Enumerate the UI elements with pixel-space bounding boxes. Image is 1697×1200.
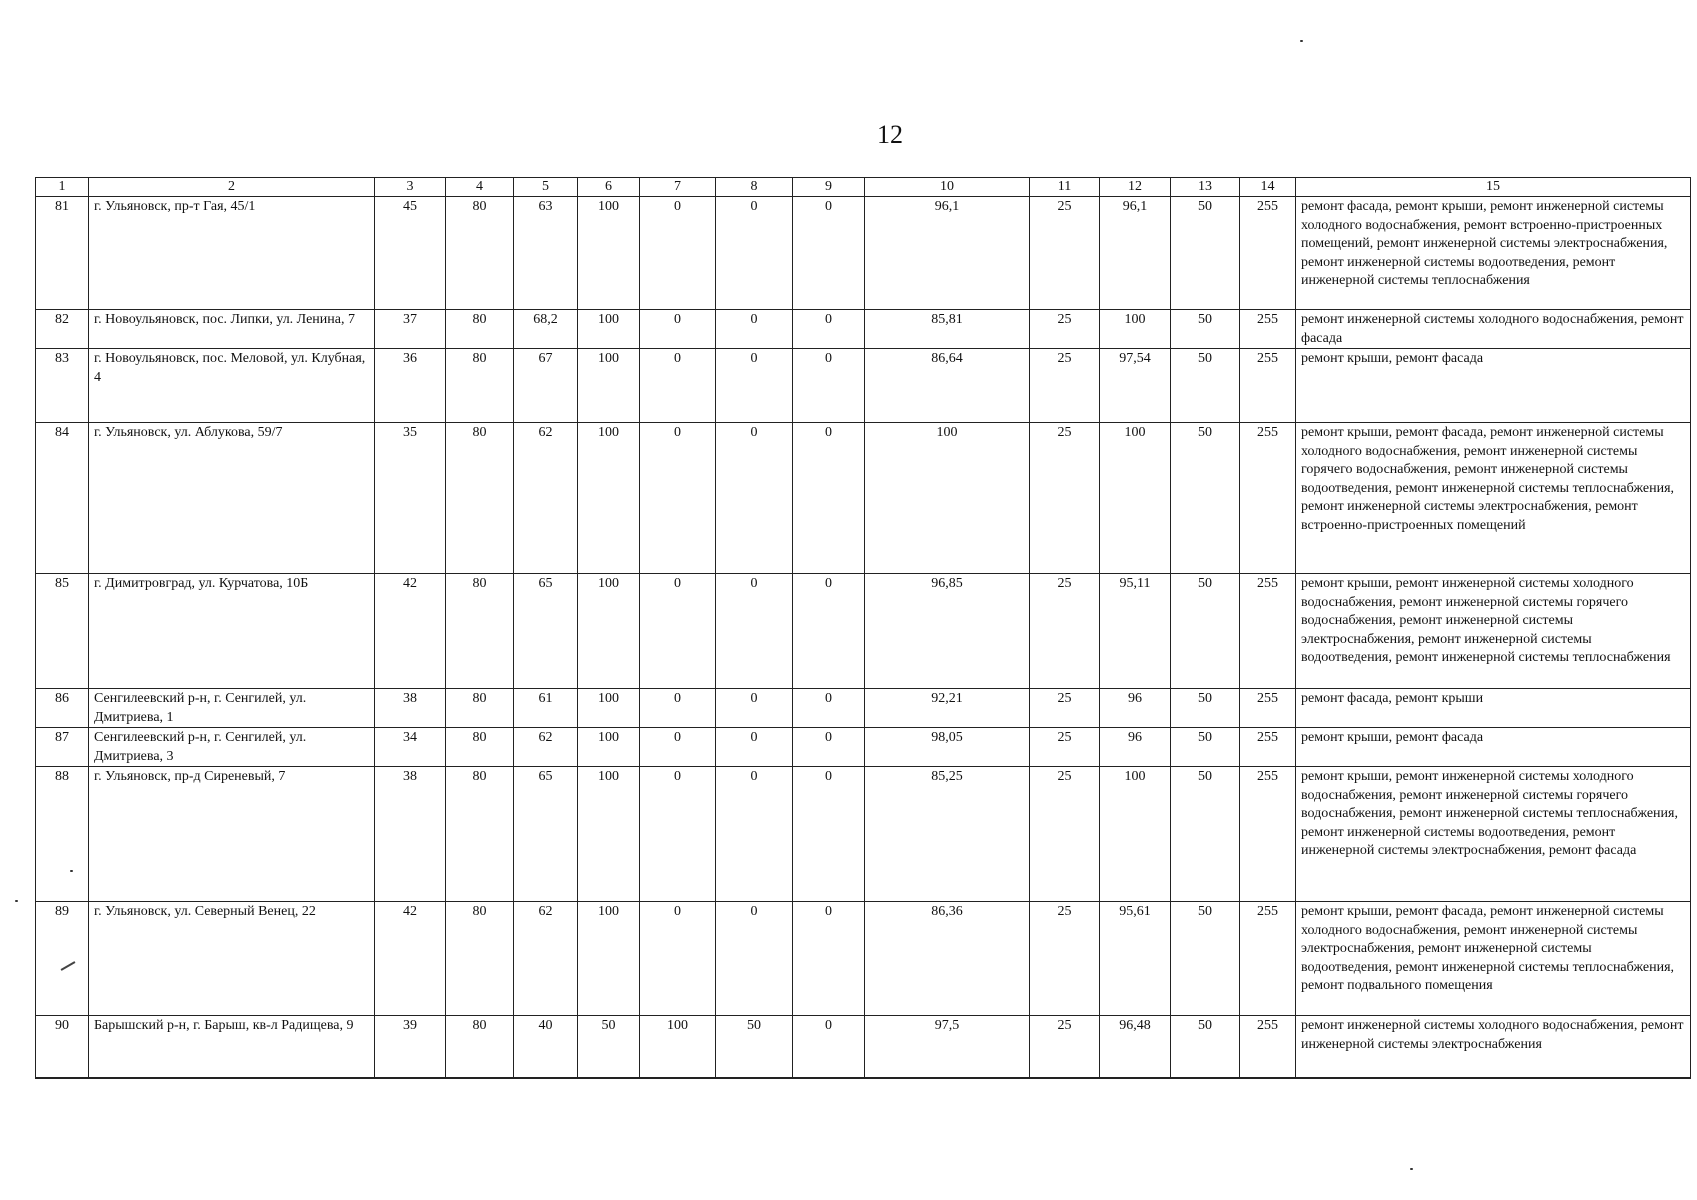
value-cell-c7: 0 — [640, 689, 716, 728]
value-cell-c5: 62 — [514, 423, 578, 574]
column-header: 3 — [375, 178, 446, 197]
value-cell-c11: 25 — [1030, 728, 1100, 767]
row-number-cell: 86 — [36, 689, 89, 728]
value-cell-c5: 63 — [514, 197, 578, 310]
value-cell-c10: 98,05 — [865, 728, 1030, 767]
value-cell-c11: 25 — [1030, 349, 1100, 423]
column-header: 1 — [36, 178, 89, 197]
value-cell-c9: 0 — [793, 310, 865, 349]
data-table — [35, 177, 1691, 1079]
value-cell-c13: 50 — [1171, 349, 1240, 423]
row-number-cell: 82 — [36, 310, 89, 349]
value-cell-c14: 255 — [1240, 197, 1296, 310]
value-cell-c14: 255 — [1240, 689, 1296, 728]
value-cell-c6: 100 — [578, 310, 640, 349]
value-cell-c13: 50 — [1171, 767, 1240, 902]
value-cell-c4: 80 — [446, 767, 514, 902]
value-cell-c11: 25 — [1030, 574, 1100, 689]
column-header: 7 — [640, 178, 716, 197]
value-cell-c3: 39 — [375, 1016, 446, 1078]
column-header: 5 — [514, 178, 578, 197]
value-cell-c6: 100 — [578, 689, 640, 728]
value-cell-c10: 92,21 — [865, 689, 1030, 728]
column-header: 10 — [865, 178, 1030, 197]
column-header: 11 — [1030, 178, 1100, 197]
row-number-cell: 85 — [36, 574, 89, 689]
address-cell: г. Новоульяновск, пос. Липки, ул. Ленина, 7 — [89, 310, 375, 349]
value-cell-c10: 86,36 — [865, 902, 1030, 1016]
column-header: 8 — [716, 178, 793, 197]
value-cell-c7: 0 — [640, 574, 716, 689]
value-cell-c11: 25 — [1030, 767, 1100, 902]
works-cell: ремонт фасада, ремонт крыши, ремонт инженерной системы холодного водоснабжения, ремонт встроенно-пристроенных помещений, ремонт инженерной системы электроснабжения, ремонт инженерной системы водоотведения, ремонт инженерной системы теплоснабжения — [1296, 197, 1691, 310]
row-number-cell: 84 — [36, 423, 89, 574]
value-cell-c7: 0 — [640, 728, 716, 767]
column-header: 12 — [1100, 178, 1171, 197]
value-cell-c11: 25 — [1030, 1016, 1100, 1078]
scan-speck — [70, 870, 73, 872]
value-cell-c10: 97,5 — [865, 1016, 1030, 1078]
value-cell-c11: 25 — [1030, 197, 1100, 310]
address-cell: г. Новоульяновск, пос. Меловой, ул. Клубная, 4 — [89, 349, 375, 423]
column-header: 13 — [1171, 178, 1240, 197]
value-cell-c5: 65 — [514, 767, 578, 902]
value-cell-c14: 255 — [1240, 767, 1296, 902]
value-cell-c12: 96,48 — [1100, 1016, 1171, 1078]
value-cell-c6: 100 — [578, 423, 640, 574]
address-cell: г. Димитровград, ул. Курчатова, 10Б — [89, 574, 375, 689]
value-cell-c3: 35 — [375, 423, 446, 574]
value-cell-c13: 50 — [1171, 902, 1240, 1016]
works-cell: ремонт крыши, ремонт фасада — [1296, 349, 1691, 423]
value-cell-c13: 50 — [1171, 1016, 1240, 1078]
value-cell-c12: 95,11 — [1100, 574, 1171, 689]
value-cell-c8: 0 — [716, 902, 793, 1016]
works-cell: ремонт крыши, ремонт инженерной системы холодного водоснабжения, ремонт инженерной системы горячего водоснабжения, ремонт инженерной системы электроснабжения, ремонт инженерной системы водоотведения, ремонт инженерной системы теплоснабжения — [1296, 574, 1691, 689]
works-cell: ремонт фасада, ремонт крыши — [1296, 689, 1691, 728]
column-header: 2 — [89, 178, 375, 197]
table-row — [36, 349, 1691, 423]
value-cell-c4: 80 — [446, 1016, 514, 1078]
column-header: 4 — [446, 178, 514, 197]
value-cell-c4: 80 — [446, 728, 514, 767]
value-cell-c5: 61 — [514, 689, 578, 728]
value-cell-c8: 0 — [716, 574, 793, 689]
table-row — [36, 689, 1691, 728]
value-cell-c5: 40 — [514, 1016, 578, 1078]
address-cell: Сенгилеевский р-н, г. Сенгилей, ул. Дмитриева, 3 — [89, 728, 375, 767]
value-cell-c11: 25 — [1030, 689, 1100, 728]
value-cell-c12: 95,61 — [1100, 902, 1171, 1016]
value-cell-c9: 0 — [793, 574, 865, 689]
table-row — [36, 902, 1691, 1016]
works-cell: ремонт крыши, ремонт фасада, ремонт инженерной системы холодного водоснабжения, ремонт инженерной системы горячего водоснабжения, ремонт инженерной системы водоотведения, ремонт инженерной системы теплоснабжения, ремонт инженерной системы электроснабжения, ремонт встроенно-пристроенных помещений — [1296, 423, 1691, 574]
value-cell-c3: 34 — [375, 728, 446, 767]
value-cell-c5: 67 — [514, 349, 578, 423]
value-cell-c5: 62 — [514, 728, 578, 767]
value-cell-c12: 96 — [1100, 689, 1171, 728]
scan-speck — [1410, 1168, 1413, 1170]
value-cell-c3: 45 — [375, 197, 446, 310]
value-cell-c7: 0 — [640, 310, 716, 349]
scan-speck — [1300, 40, 1303, 42]
value-cell-c8: 0 — [716, 423, 793, 574]
value-cell-c7: 0 — [640, 423, 716, 574]
value-cell-c4: 80 — [446, 349, 514, 423]
value-cell-c10: 86,64 — [865, 349, 1030, 423]
value-cell-c7: 0 — [640, 767, 716, 902]
column-header: 6 — [578, 178, 640, 197]
value-cell-c9: 0 — [793, 1016, 865, 1078]
table-row — [36, 574, 1691, 689]
value-cell-c9: 0 — [793, 728, 865, 767]
value-cell-c5: 68,2 — [514, 310, 578, 349]
table-row — [36, 1016, 1691, 1078]
value-cell-c9: 0 — [793, 767, 865, 902]
value-cell-c3: 42 — [375, 574, 446, 689]
value-cell-c14: 255 — [1240, 574, 1296, 689]
value-cell-c12: 96,1 — [1100, 197, 1171, 310]
value-cell-c3: 38 — [375, 767, 446, 902]
value-cell-c12: 100 — [1100, 310, 1171, 349]
value-cell-c10: 85,25 — [865, 767, 1030, 902]
value-cell-c14: 255 — [1240, 1016, 1296, 1078]
value-cell-c7: 100 — [640, 1016, 716, 1078]
page-number: 12 — [877, 120, 903, 149]
works-cell: ремонт крыши, ремонт фасада — [1296, 728, 1691, 767]
value-cell-c6: 100 — [578, 349, 640, 423]
row-number-cell: 88 — [36, 767, 89, 902]
value-cell-c14: 255 — [1240, 423, 1296, 574]
row-number-cell: 90 — [36, 1016, 89, 1078]
value-cell-c7: 0 — [640, 349, 716, 423]
value-cell-c12: 96 — [1100, 728, 1171, 767]
value-cell-c6: 100 — [578, 767, 640, 902]
value-cell-c9: 0 — [793, 689, 865, 728]
works-cell: ремонт крыши, ремонт инженерной системы холодного водоснабжения, ремонт инженерной системы горячего водоснабжения, ремонт инженерной системы теплоснабжения, ремонт инженерной системы водоотведения, ремонт инженерной системы электроснабжения, ремонт фасада — [1296, 767, 1691, 902]
value-cell-c14: 255 — [1240, 310, 1296, 349]
value-cell-c4: 80 — [446, 689, 514, 728]
value-cell-c7: 0 — [640, 902, 716, 1016]
address-cell: г. Ульяновск, пр-т Гая, 45/1 — [89, 197, 375, 310]
value-cell-c10: 96,1 — [865, 197, 1030, 310]
value-cell-c5: 65 — [514, 574, 578, 689]
address-cell: Сенгилеевский р-н, г. Сенгилей, ул. Дмитриева, 1 — [89, 689, 375, 728]
value-cell-c3: 38 — [375, 689, 446, 728]
row-number-cell: 83 — [36, 349, 89, 423]
value-cell-c11: 25 — [1030, 423, 1100, 574]
column-header: 9 — [793, 178, 865, 197]
value-cell-c14: 255 — [1240, 349, 1296, 423]
value-cell-c5: 62 — [514, 902, 578, 1016]
value-cell-c6: 100 — [578, 197, 640, 310]
value-cell-c13: 50 — [1171, 689, 1240, 728]
value-cell-c9: 0 — [793, 197, 865, 310]
address-cell: г. Ульяновск, ул. Аблукова, 59/7 — [89, 423, 375, 574]
value-cell-c13: 50 — [1171, 423, 1240, 574]
scan-speck — [15, 900, 18, 902]
value-cell-c13: 50 — [1171, 728, 1240, 767]
address-cell: г. Ульяновск, ул. Северный Венец, 22 — [89, 902, 375, 1016]
value-cell-c6: 50 — [578, 1016, 640, 1078]
value-cell-c8: 0 — [716, 728, 793, 767]
table-row — [36, 197, 1691, 310]
value-cell-c11: 25 — [1030, 902, 1100, 1016]
value-cell-c10: 100 — [865, 423, 1030, 574]
value-cell-c13: 50 — [1171, 197, 1240, 310]
value-cell-c9: 0 — [793, 902, 865, 1016]
value-cell-c4: 80 — [446, 197, 514, 310]
value-cell-c4: 80 — [446, 310, 514, 349]
row-number-cell: 87 — [36, 728, 89, 767]
value-cell-c8: 50 — [716, 1016, 793, 1078]
value-cell-c14: 255 — [1240, 728, 1296, 767]
header-row — [36, 178, 1691, 197]
table-row — [36, 728, 1691, 767]
value-cell-c8: 0 — [716, 349, 793, 423]
address-cell: г. Ульяновск, пр-д Сиреневый, 7 — [89, 767, 375, 902]
value-cell-c10: 85,81 — [865, 310, 1030, 349]
table-row — [36, 423, 1691, 574]
value-cell-c13: 50 — [1171, 574, 1240, 689]
value-cell-c3: 36 — [375, 349, 446, 423]
value-cell-c8: 0 — [716, 310, 793, 349]
row-number-cell: 81 — [36, 197, 89, 310]
works-cell: ремонт инженерной системы холодного водоснабжения, ремонт фасада — [1296, 310, 1691, 349]
value-cell-c6: 100 — [578, 728, 640, 767]
value-cell-c10: 96,85 — [865, 574, 1030, 689]
value-cell-c8: 0 — [716, 767, 793, 902]
row-number-cell: 89 — [36, 902, 89, 1016]
value-cell-c14: 255 — [1240, 902, 1296, 1016]
value-cell-c8: 0 — [716, 689, 793, 728]
value-cell-c7: 0 — [640, 197, 716, 310]
value-cell-c12: 100 — [1100, 767, 1171, 902]
address-cell: Барышский р-н, г. Барыш, кв-л Радищева, 9 — [89, 1016, 375, 1078]
column-header: 14 — [1240, 178, 1296, 197]
works-cell: ремонт крыши, ремонт фасада, ремонт инженерной системы холодного водоснабжения, ремонт инженерной системы электроснабжения, ремонт инженерной системы водоотведения, ремонт инженерной системы теплоснабжения, ремонт подвального помещения — [1296, 902, 1691, 1016]
value-cell-c8: 0 — [716, 197, 793, 310]
value-cell-c3: 37 — [375, 310, 446, 349]
table-row — [36, 767, 1691, 902]
value-cell-c3: 42 — [375, 902, 446, 1016]
value-cell-c6: 100 — [578, 902, 640, 1016]
works-cell: ремонт инженерной системы холодного водоснабжения, ремонт инженерной системы электроснабжения — [1296, 1016, 1691, 1078]
table-row — [36, 310, 1691, 349]
value-cell-c11: 25 — [1030, 310, 1100, 349]
value-cell-c9: 0 — [793, 349, 865, 423]
value-cell-c4: 80 — [446, 423, 514, 574]
value-cell-c4: 80 — [446, 902, 514, 1016]
value-cell-c13: 50 — [1171, 310, 1240, 349]
value-cell-c4: 80 — [446, 574, 514, 689]
value-cell-c6: 100 — [578, 574, 640, 689]
value-cell-c12: 100 — [1100, 423, 1171, 574]
value-cell-c12: 97,54 — [1100, 349, 1171, 423]
column-header: 15 — [1296, 178, 1691, 197]
value-cell-c9: 0 — [793, 423, 865, 574]
